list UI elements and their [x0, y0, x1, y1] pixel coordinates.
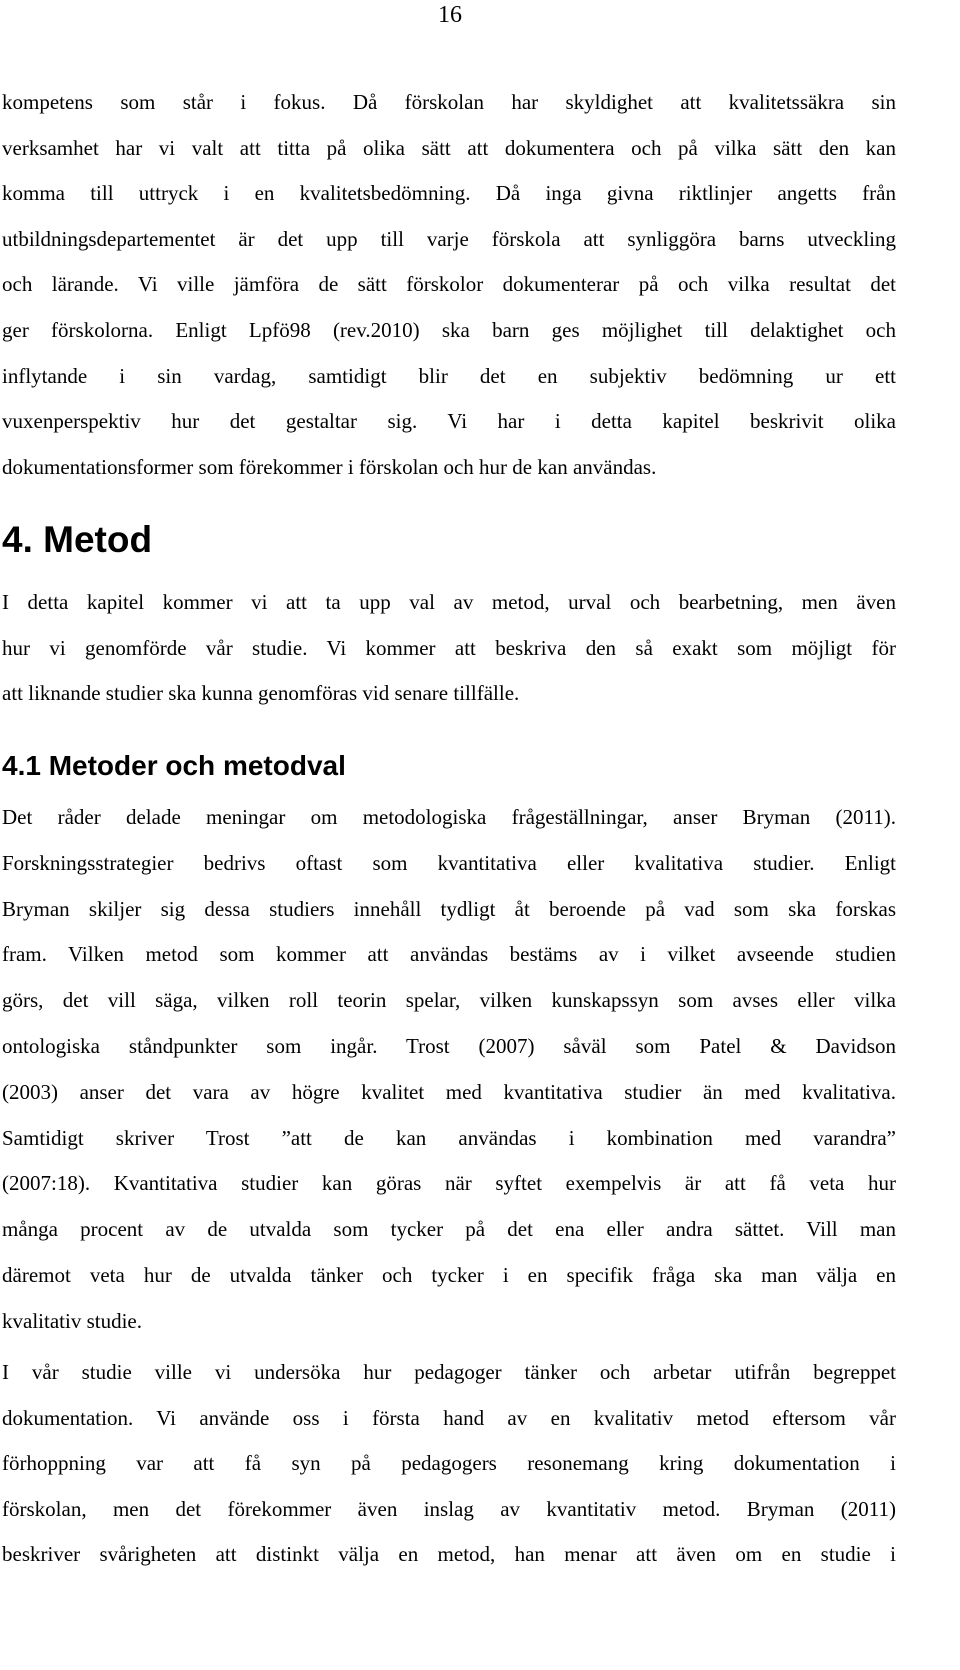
text-line: Det råder delade meningar om metodologiska frågeställningar, anser Bryman (2011).: [2, 805, 896, 829]
text-line: och lärande. Vi ville jämföra de sätt förskolor dokumenterar på och vilka resultat det: [2, 272, 896, 297]
text-line: förhoppning var att få syn på pedagogers resonemang kring dokumentation i: [2, 1451, 896, 1475]
text-line: verksamhet har vi valt att titta på olika sätt att dokumentera och på vilka sätt den kan: [2, 135, 896, 160]
text-line: Forskningsstrategier bedrivs oftast som kvantitativa eller kvalitativa studier. Enligt: [2, 850, 896, 875]
text-line: (2003) anser det vara av högre kvalitet med kvantitativa studier än med kvalitativa.: [2, 1079, 896, 1104]
section-heading-metod: 4. Metod: [2, 519, 153, 560]
text-line: utbildningsdepartementet är det upp till varje förskola att synliggöra barns utveckling: [2, 226, 896, 251]
text-line: kompetens som står i fokus. Då förskolan har skyldighet att kvalitetssäkra sin: [2, 90, 896, 114]
text-line: dokumentationsformer som förekommer i förskolan och hur de kan användas.: [2, 454, 657, 479]
paragraph-metodval: [2, 795, 896, 1345]
page-number: 16: [438, 2, 462, 28]
text-line: kvalitativ studie.: [2, 1308, 142, 1333]
text-line: I detta kapitel kommer vi att ta upp val av metod, urval och bearbetning, men även: [2, 590, 896, 614]
text-line: vuxenperspektiv hur det gestaltar sig. Vi har i detta kapitel beskrivit olika: [2, 409, 896, 434]
text-line: många procent av de utvalda som tycker på det ena eller andra sättet. Vill man: [2, 1217, 896, 1242]
text-line: dokumentation. Vi använde oss i första hand av en kvalitativ metod eftersom vår: [2, 1405, 896, 1430]
text-line: ontologiska ståndpunkter som ingår. Trost (2007) såväl som Patel & Davidson: [2, 1033, 896, 1058]
text-line: (2007:18). Kvantitativa studier kan göras när syftet exempelvis är att få veta hur: [2, 1171, 896, 1196]
paragraph-var-studie: [2, 1350, 896, 1578]
paragraph-intro: [2, 80, 896, 490]
text-line: däremot veta hur de utvalda tänker och tycker i en specifik fråga ska man välja en: [2, 1262, 896, 1287]
text-line: görs, det vill säga, vilken roll teorin spelar, vilken kunskapssyn som avses eller vilka: [2, 988, 896, 1013]
text-line: Samtidigt skriver Trost ”att de kan användas i kombination med varandra”: [2, 1125, 896, 1150]
text-line: fram. Vilken metod som kommer att användas bestäms av i vilket avseende studien: [2, 942, 896, 967]
text-line: förskolan, men det förekommer även inslag av kvantitativ metod. Bryman (2011): [2, 1496, 896, 1521]
text-line: komma till uttryck i en kvalitetsbedömning. Då inga givna riktlinjer angetts från: [2, 181, 896, 206]
text-line: beskriver svårigheten att distinkt välja en metod, han menar att även om en studie i: [2, 1542, 896, 1566]
text-line: att liknande studier ska kunna genomföras vid senare tillfälle.: [2, 681, 520, 705]
text-line: inflytande i sin vardag, samtidigt blir det en subjektiv bedömning ur ett: [2, 363, 896, 388]
paragraph-metod-intro: [2, 580, 896, 717]
text-line: hur vi genomförde vår studie. Vi kommer att beskriva den så exakt som möjligt för: [2, 635, 896, 660]
subsection-heading-metodval: 4.1 Metoder och metodval: [2, 750, 346, 781]
text-line: ger förskolorna. Enligt Lpfö98 (rev.2010) ska barn ges möjlighet till delaktighet och: [2, 317, 896, 342]
text-line: Bryman skiljer sig dessa studiers innehåll tydligt åt beroende på vad som ska forskas: [2, 896, 896, 921]
text-line: I vår studie ville vi undersöka hur pedagoger tänker och arbetar utifrån begreppet: [2, 1360, 896, 1384]
